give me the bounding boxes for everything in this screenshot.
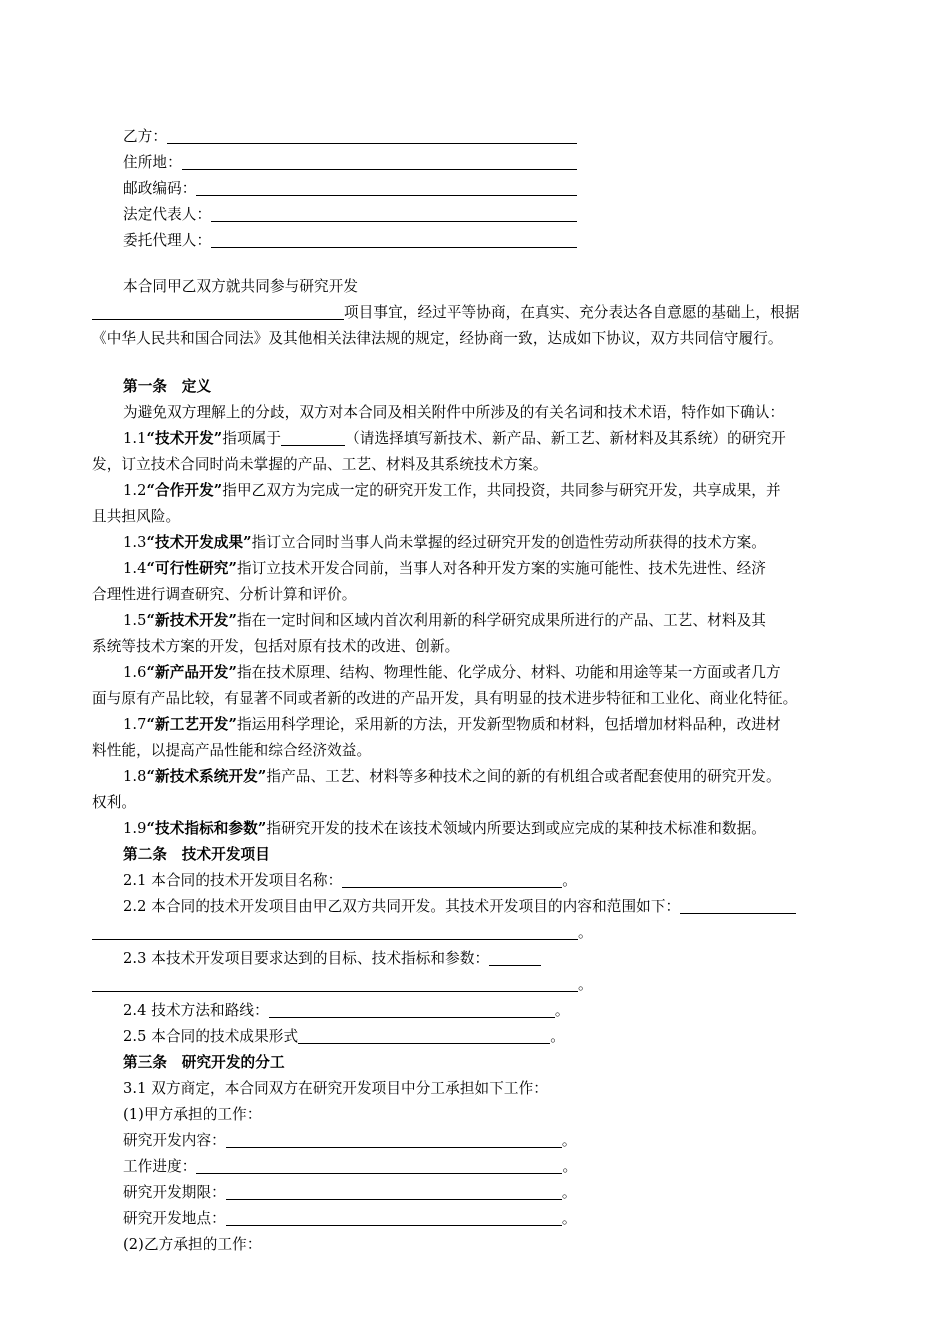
party-b-work: (2)乙方承担的工作：	[123, 1236, 262, 1253]
project-name-blank[interactable]	[92, 304, 344, 320]
targets-blank[interactable]	[489, 950, 541, 966]
def-1-8-line1	[123, 767, 781, 787]
def-1-4-text: 指订立技术开发合同前，当事人对各种开发方案的实施可能性、技术先进性、经济	[236, 560, 766, 577]
article3-intro: 3.1 双方商定，本合同双方在研究开发项目中分工承担如下工作：	[123, 1080, 548, 1097]
place-line	[123, 1209, 577, 1229]
period: 。	[562, 872, 577, 889]
article1-intro: 为避免双方理解上的分歧，双方对本合同及相关附件中所涉及的有关名词和技术术语，特作如下确认：	[123, 404, 785, 421]
item-2-3	[123, 949, 541, 969]
def-1-4-line2: 合理性进行调查研究、分析计算和评价。	[92, 586, 357, 603]
scope-blank-cont[interactable]	[92, 924, 578, 940]
item-2-5-label: 2.5 本合同的技术成果形式	[123, 1028, 299, 1045]
def-1-7-line1	[123, 715, 781, 735]
period: 。	[561, 1210, 577, 1227]
progress-line	[123, 1157, 577, 1177]
period: 。	[561, 1132, 577, 1149]
address-line	[123, 153, 577, 173]
result-form-blank[interactable]	[298, 1028, 550, 1044]
def-1-3-num: 1.3	[123, 534, 147, 551]
def-1-9-line1	[123, 819, 766, 839]
def-1-9-term: “技术指标和参数”	[146, 820, 267, 837]
def-1-1-line1	[123, 429, 786, 449]
preamble-line1: 本合同甲乙双方就共同参与研究开发	[123, 278, 359, 295]
def-1-5-num: 1.5	[123, 612, 147, 629]
progress-blank[interactable]	[196, 1158, 562, 1174]
period-line	[123, 1183, 577, 1203]
period-blank[interactable]	[226, 1184, 562, 1200]
method-blank[interactable]	[269, 1002, 555, 1018]
preamble-line2-text: 项目事宜，经过平等协商，在真实、充分表达各自意愿的基础上，根据	[344, 304, 800, 321]
item-2-1	[123, 871, 577, 891]
def-1-1-line2: 发，订立技术合同时尚未掌握的产品、工艺、材料及其系统技术方案。	[92, 456, 548, 473]
def-1-5-text: 指在一定时间和区域内首次利用新的科学研究成果所进行的产品、工艺、材料及其	[236, 612, 766, 629]
project-title-blank[interactable]	[342, 872, 562, 888]
def-1-6-num: 1.6	[123, 664, 147, 681]
def-1-8-term: “新技术系统开发”	[146, 768, 267, 785]
item-2-3-label: 2.3 本技术开发项目要求达到的目标、技术指标和参数：	[123, 950, 490, 967]
content-line	[123, 1131, 577, 1151]
def-1-6-text: 指在技术原理、结构、物理性能、化学成分、材料、功能和用途等某一方面或者几方	[236, 664, 781, 681]
def-1-6-line1	[123, 663, 781, 683]
def-1-4-term: “可行性研究”	[146, 560, 237, 577]
party-a-work: (1)甲方承担的工作：	[123, 1106, 262, 1123]
agent-blank[interactable]	[211, 232, 577, 248]
postal-blank[interactable]	[196, 180, 577, 196]
def-1-3-term: “技术开发成果”	[146, 534, 252, 551]
address-label: 住所地：	[123, 154, 182, 171]
preamble-line2	[92, 303, 800, 323]
place-blank[interactable]	[226, 1210, 562, 1226]
period-label: 研究开发期限：	[123, 1184, 226, 1201]
item-2-4	[123, 1001, 570, 1021]
legal-rep-label: 法定代表人：	[123, 206, 212, 223]
def-1-3-text: 指订立合同时当事人尚未掌握的经过研究开发的创造性劳动所获得的技术方案。	[251, 534, 766, 551]
item-2-2-cont	[92, 923, 593, 943]
legal-rep-line	[123, 205, 577, 225]
def-1-2-line1	[123, 481, 781, 501]
item-2-5	[123, 1027, 565, 1047]
article1-title: 第一条 定义	[123, 378, 212, 395]
item-2-1-label: 2.1 本合同的技术开发项目名称：	[123, 872, 343, 889]
def-1-7-term: “新工艺开发”	[146, 716, 237, 733]
agent-line	[123, 231, 577, 251]
period: 。	[562, 1158, 578, 1175]
def-1-6-line2: 面与原有产品比较，有显著不同或者新的改进的产品开发，具有明显的技术进步特征和工业化、商业化特征。	[92, 690, 798, 707]
def-1-1-num: 1.1	[123, 430, 147, 447]
def-1-2-text: 指甲乙双方为完成一定的研究开发工作，共同投资，共同参与研究开发，共享成果，并	[222, 482, 781, 499]
item-2-4-label: 2.4 技术方法和路线：	[123, 1002, 269, 1019]
def-1-3-line1	[123, 533, 766, 553]
def-1-5-term: “新技术开发”	[146, 612, 237, 629]
party-b-blank[interactable]	[167, 128, 577, 144]
def-1-6-term: “新产品开发”	[146, 664, 237, 681]
def-1-9-num: 1.9	[123, 820, 147, 837]
agent-label: 委托代理人：	[123, 232, 212, 249]
party-b-line	[123, 127, 577, 147]
def-1-8-text: 指产品、工艺、材料等多种技术之间的新的有机组合或者配套使用的研究开发。	[266, 768, 781, 785]
postal-line	[123, 179, 577, 199]
content-label: 研究开发内容：	[123, 1132, 226, 1149]
def-1-2-line2: 且共担风险。	[92, 508, 181, 525]
def-1-7-text: 指运用科学理论，采用新的方法，开发新型物质和材料，包括增加材料品种，改进材	[236, 716, 781, 733]
scope-blank[interactable]	[680, 898, 796, 914]
def-1-2-term: “合作开发”	[146, 482, 223, 499]
targets-blank-cont[interactable]	[92, 976, 578, 992]
def-1-9-text: 指研究开发的技术在该技术领域内所要达到或应完成的某种技术标准和数据。	[266, 820, 766, 837]
def-1-4-num: 1.4	[123, 560, 147, 577]
def-1-5-line2: 系统等技术方案的开发，包括对原有技术的改进、创新。	[92, 638, 460, 655]
party-b-label: 乙方：	[123, 128, 168, 145]
content-blank[interactable]	[226, 1132, 562, 1148]
def-1-4-line1	[123, 559, 766, 579]
item-2-2-label: 2.2 本合同的技术开发项目由甲乙双方共同开发。其技术开发项目的内容和范围如下：	[123, 898, 681, 915]
def-1-1-term: “技术开发”	[146, 430, 223, 447]
def-1-5-line1	[123, 611, 766, 631]
def-1-7-line2: 料性能，以提高产品性能和综合经济效益。	[92, 742, 372, 759]
item-2-3-cont	[92, 975, 593, 995]
def-1-8-line2: 权利。	[92, 794, 137, 811]
progress-label: 工作进度：	[123, 1158, 197, 1175]
def-1-1-text: 指项属于	[222, 430, 282, 447]
def-1-7-num: 1.7	[123, 716, 147, 733]
place-label: 研究开发地点：	[123, 1210, 226, 1227]
legal-rep-blank[interactable]	[211, 206, 577, 222]
article2-title: 第二条 技术开发项目	[123, 846, 270, 863]
period: 。	[578, 976, 593, 993]
article3-title: 第三条 研究开发的分工	[123, 1054, 285, 1071]
def-1-2-num: 1.2	[123, 482, 147, 499]
address-blank[interactable]	[182, 154, 577, 170]
period: 。	[578, 924, 593, 941]
def-1-1-text2: （请选择填写新技术、新产品、新工艺、新材料及其系统）的研究开	[345, 430, 786, 447]
preamble-line3: 《中华人民共和国合同法》及其他相关法律法规的规定，经协商一致，达成如下协议，双方共同信守履行。	[92, 330, 783, 347]
period: 。	[561, 1184, 577, 1201]
item-2-2	[123, 897, 796, 917]
period: 。	[554, 1002, 570, 1019]
def-1-8-num: 1.8	[123, 768, 147, 785]
tech-type-blank[interactable]	[281, 430, 345, 446]
period: 。	[550, 1028, 565, 1045]
postal-label: 邮政编码：	[123, 180, 197, 197]
